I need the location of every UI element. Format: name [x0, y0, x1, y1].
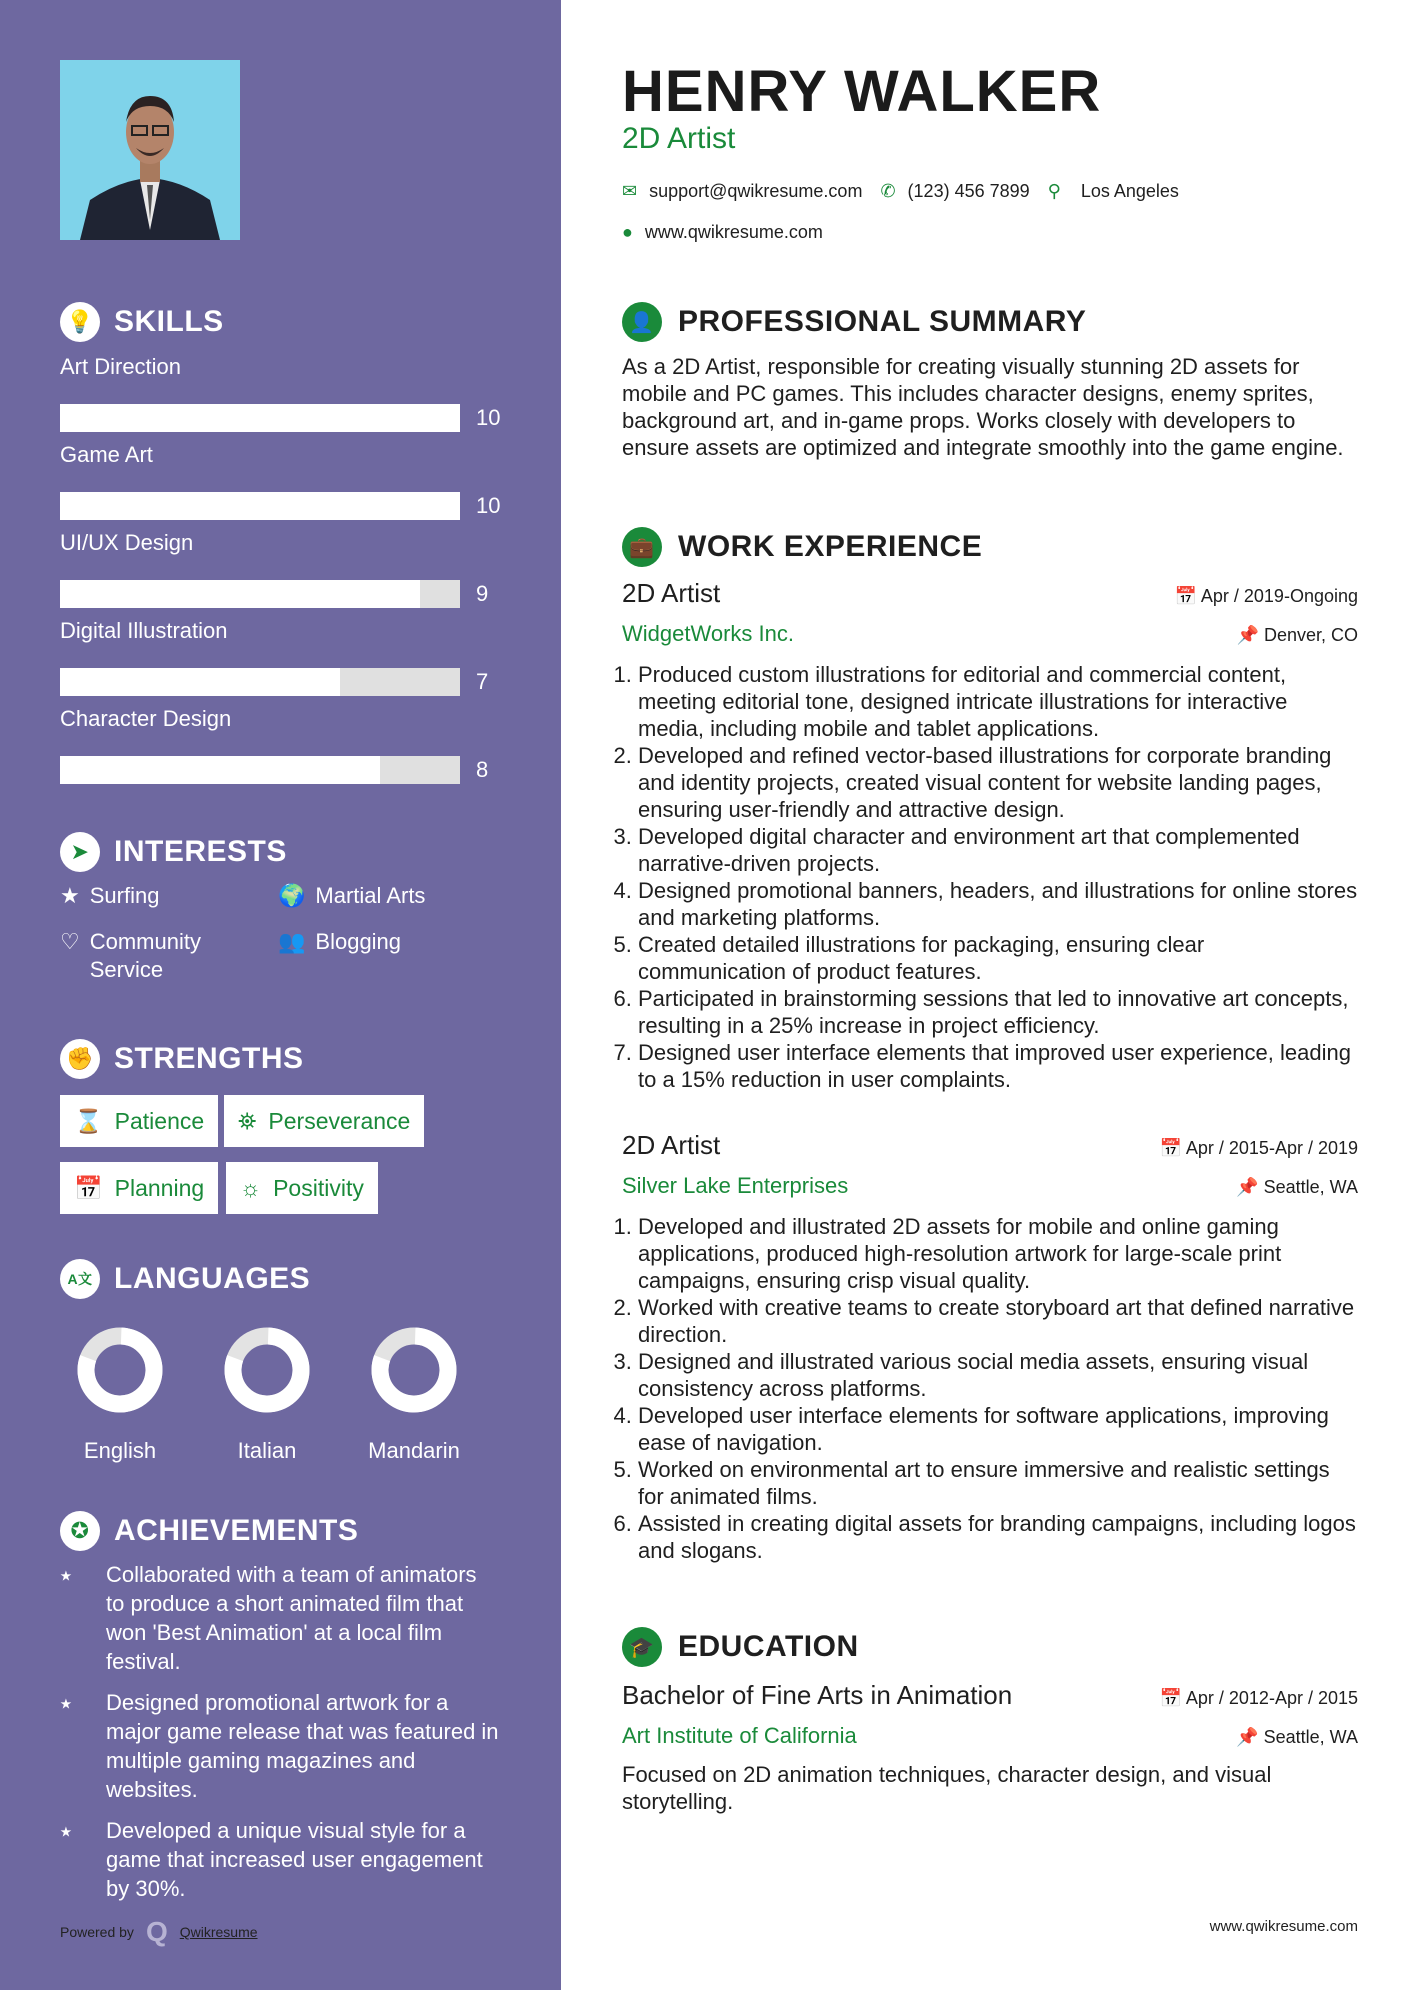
- website[interactable]: www.qwikresume.com: [644, 222, 823, 242]
- star-badge-icon: ✪: [60, 1511, 100, 1551]
- education-entry: [622, 1680, 1358, 1815]
- stars-icon: ⭑: [60, 1562, 72, 1587]
- powered-by: [60, 1916, 258, 1948]
- location: [1236, 1177, 1358, 1198]
- dates-text: Apr / 2015-Apr / 2019: [1185, 1138, 1358, 1158]
- list-item: 3. Designed and illustrated various social media assets, ensuring visual consistency across platforms.: [638, 1348, 1358, 1402]
- qwikresume-logo-icon: Q: [145, 1916, 168, 1947]
- phone: (123) 456 7899: [907, 181, 1030, 201]
- school: Art Institute of California: [622, 1723, 857, 1748]
- skill-bar: [60, 756, 460, 784]
- experience-heading: [622, 527, 982, 567]
- qwikresume-link[interactable]: Qwikresume: [179, 1924, 258, 1940]
- dates: [1174, 586, 1358, 607]
- skill-bar: [60, 404, 460, 432]
- skill-item: [60, 530, 520, 608]
- list-item: 1. Developed and illustrated 2D assets for mobile and online gaming applications, produced high-resolution artwork for large-scale print campaigns, ensuring crisp visual quality.: [638, 1213, 1358, 1294]
- lightbulb-icon: 💡: [60, 302, 100, 342]
- location-text: Seattle, WA: [1263, 1727, 1358, 1747]
- map-marker-icon: ⚲: [1047, 181, 1061, 201]
- stars-icon: ⭑: [60, 1690, 72, 1715]
- skill-label: Art Direction: [60, 354, 182, 379]
- skill-value: 8: [476, 757, 489, 782]
- sidebar: [0, 0, 561, 1990]
- email[interactable]: support@qwikresume.com: [649, 181, 863, 201]
- languages-heading: [60, 1259, 310, 1299]
- education-text: Focused on 2D animation techniques, character design, and visual storytelling.: [622, 1762, 1272, 1814]
- pin-icon: 📌: [1236, 625, 1264, 645]
- skill-label: Character Design: [60, 706, 232, 731]
- skill-label: Game Art: [60, 442, 153, 467]
- achievement-text: Developed a unique visual style for a game that increased user engagement by 30%.: [106, 1818, 483, 1901]
- interest-label: Community Service: [89, 929, 201, 982]
- strength-label: Positivity: [273, 1174, 364, 1201]
- strength-chip: [60, 1162, 218, 1214]
- strengths-heading: [60, 1039, 304, 1079]
- strength-chip: [60, 1095, 218, 1147]
- list-item: 6. Assisted in creating digital assets for branding campaigns, including logos and slogans.: [638, 1510, 1358, 1564]
- skill-label: Digital Illustration: [60, 618, 228, 643]
- responsibilities-list: [618, 661, 1358, 1093]
- achievement-item: [60, 1688, 500, 1804]
- list-item: 5. Worked on environmental art to ensure immersive and realistic settings for animated films.: [638, 1456, 1358, 1510]
- interest-item: [278, 882, 425, 910]
- strength-chip: [224, 1095, 424, 1147]
- achievement-item: [60, 1816, 500, 1903]
- language-icon: A文: [60, 1259, 100, 1299]
- paper-plane-icon: ➤: [60, 832, 100, 872]
- skill-bar-fill: [60, 492, 460, 520]
- summary-heading: [622, 302, 1086, 342]
- skill-value: 10: [476, 405, 501, 430]
- skill-item: [60, 706, 520, 784]
- achievement-text: Collaborated with a team of animators to produce a short animated film that won 'Best Animation' at a local film festival.: [106, 1562, 477, 1674]
- achievement-item: [60, 1560, 500, 1676]
- dates-text: Apr / 2019-Ongoing: [1200, 586, 1358, 606]
- strength-label: Planning: [114, 1174, 205, 1201]
- section-title: STRENGTHS: [114, 1042, 304, 1075]
- language-label: English: [83, 1438, 157, 1463]
- list-item: 4. Developed user interface elements for software applications, improving ease of navigation.: [638, 1402, 1358, 1456]
- interest-label: Blogging: [315, 929, 402, 954]
- company: Silver Lake Enterprises: [622, 1173, 849, 1198]
- job-entry: [622, 578, 1358, 1093]
- binoculars-icon: ⛯: [238, 1107, 257, 1134]
- skill-item: [60, 618, 520, 696]
- skill-value: 9: [476, 581, 489, 606]
- skill-bar: [60, 668, 460, 696]
- list-item: 4. Designed promotional banners, headers, and illustrations for online stores and marketing platforms.: [638, 877, 1358, 931]
- job-title: 2D Artist: [622, 1130, 721, 1160]
- pin-icon: 📌: [1236, 1727, 1264, 1747]
- language-label: Italian: [237, 1438, 297, 1463]
- achievement-text: Designed promotional artwork for a major game release that was featured in multiple gaming magazines and websites.: [106, 1690, 499, 1802]
- strength-chip: [226, 1162, 378, 1214]
- footer-website[interactable]: www.qwikresume.com: [1209, 1918, 1358, 1935]
- contact-row: [622, 181, 1179, 202]
- sun-icon: ☼: [240, 1174, 262, 1201]
- heart-icon: ♡: [60, 929, 80, 954]
- section-title: LANGUAGES: [114, 1262, 311, 1295]
- candidate-name: HENRY WALKER: [622, 59, 1102, 124]
- list-item: 6. Participated in brainstorming sessions that led to innovative art concepts, resulting in a 25% increase in project efficiency.: [638, 985, 1358, 1039]
- star-icon: ★: [60, 883, 80, 908]
- powered-by-label: Powered by: [60, 1924, 134, 1940]
- calendar-icon: 📅: [1174, 586, 1201, 606]
- list-item: 2. Developed and refined vector-based illustrations for corporate branding and identity projects, created visual content for website landing pages, ensuring user-friendly and attractive design.: [638, 742, 1358, 823]
- section-title: EDUCATION: [678, 1630, 859, 1663]
- degree: Bachelor of Fine Arts in Animation: [622, 1680, 1013, 1710]
- skill-bar-fill: [60, 404, 460, 432]
- calendar-icon: 📅: [1159, 1138, 1186, 1158]
- user-icon: 👤: [622, 302, 662, 342]
- briefcase-icon: 💼: [622, 527, 662, 567]
- envelope-icon: ✉: [622, 181, 638, 201]
- dates: [1159, 1688, 1358, 1709]
- list-item: 5. Created detailed illustrations for packaging, ensuring clear communication of product features.: [638, 931, 1358, 985]
- language-item: [60, 1322, 180, 1464]
- skill-value: 10: [476, 493, 501, 518]
- language-item: [354, 1322, 474, 1464]
- globe-icon: 🌍: [278, 883, 306, 908]
- list-item: 3. Developed digital character and environment art that complemented narrative-driven projects.: [638, 823, 1358, 877]
- section-title: WORK EXPERIENCE: [678, 530, 983, 563]
- interests-heading: [60, 832, 287, 872]
- skill-item: [60, 354, 520, 432]
- section-title: SKILLS: [114, 305, 224, 338]
- stars-icon: ⭑: [60, 1818, 72, 1843]
- responsibilities-list: [618, 1213, 1358, 1564]
- candidate-title: 2D Artist: [622, 122, 736, 155]
- fist-icon: ✊: [60, 1039, 100, 1079]
- language-donut: [366, 1322, 462, 1418]
- interest-item: [60, 928, 230, 984]
- calendar-icon: 📅: [1159, 1688, 1186, 1708]
- location: [1237, 625, 1358, 646]
- skill-bar-fill: [60, 580, 420, 608]
- pin-icon: 📌: [1236, 1177, 1264, 1197]
- achievements-heading: [60, 1511, 358, 1551]
- globe-icon: ●: [622, 222, 633, 242]
- summary-text: As a 2D Artist, responsible for creating visually stunning 2D assets for mobile and PC games. This includes character designs, enemy sprites, background art, and in-game props. Works closely with developers to ensure assets are optimized and integrate smoothly into the game engine.: [622, 354, 1344, 460]
- profile-photo: [60, 60, 240, 240]
- company: WidgetWorks Inc.: [622, 621, 794, 646]
- interest-label: Surfing: [89, 883, 160, 908]
- language-label: Mandarin: [368, 1438, 460, 1463]
- location: Los Angeles: [1080, 181, 1179, 201]
- skill-bar-fill: [60, 756, 380, 784]
- language-item: [207, 1322, 327, 1464]
- language-donut: [72, 1322, 168, 1418]
- skill-bar: [60, 580, 460, 608]
- location: [1236, 1727, 1358, 1748]
- list-item: 2. Worked with creative teams to create storyboard art that defined narrative direction.: [638, 1294, 1358, 1348]
- job-entry: [622, 1130, 1358, 1564]
- job-title: 2D Artist: [622, 578, 721, 608]
- list-item: 7. Designed user interface elements that improved user experience, leading to a 15% reduction in user complaints.: [638, 1039, 1358, 1093]
- section-title: PROFESSIONAL SUMMARY: [678, 305, 1087, 338]
- website-row: [622, 222, 823, 243]
- phone-icon: ✆: [880, 181, 896, 201]
- skill-bar: [60, 492, 460, 520]
- dates-text: Apr / 2012-Apr / 2015: [1185, 1688, 1358, 1708]
- graduation-icon: 🎓: [622, 1627, 662, 1667]
- list-item: 1. Produced custom illustrations for editorial and commercial content, meeting editorial tone, designed intricate illustrations for interactive media, including mobile and tablet applications.: [638, 661, 1358, 742]
- skill-value: 7: [476, 669, 489, 694]
- skills-heading: [60, 302, 224, 342]
- skill-bar-fill: [60, 668, 340, 696]
- hourglass-icon: ⌛: [74, 1107, 103, 1134]
- location-text: Denver, CO: [1263, 625, 1358, 645]
- skill-item: [60, 442, 520, 520]
- language-donut: [219, 1322, 315, 1418]
- strength-label: Perseverance: [268, 1107, 411, 1134]
- section-title: INTERESTS: [114, 835, 287, 868]
- section-title: ACHIEVEMENTS: [114, 1514, 359, 1547]
- interest-item: [60, 882, 159, 910]
- users-icon: 👥: [278, 929, 306, 954]
- location-text: Seattle, WA: [1263, 1177, 1358, 1197]
- interest-label: Martial Arts: [315, 883, 426, 908]
- dates: [1159, 1138, 1358, 1159]
- interest-item: [278, 928, 401, 956]
- calendar-icon: 📅: [74, 1174, 103, 1201]
- strength-label: Patience: [114, 1107, 205, 1134]
- education-heading: [622, 1627, 859, 1667]
- skill-label: UI/UX Design: [60, 530, 194, 555]
